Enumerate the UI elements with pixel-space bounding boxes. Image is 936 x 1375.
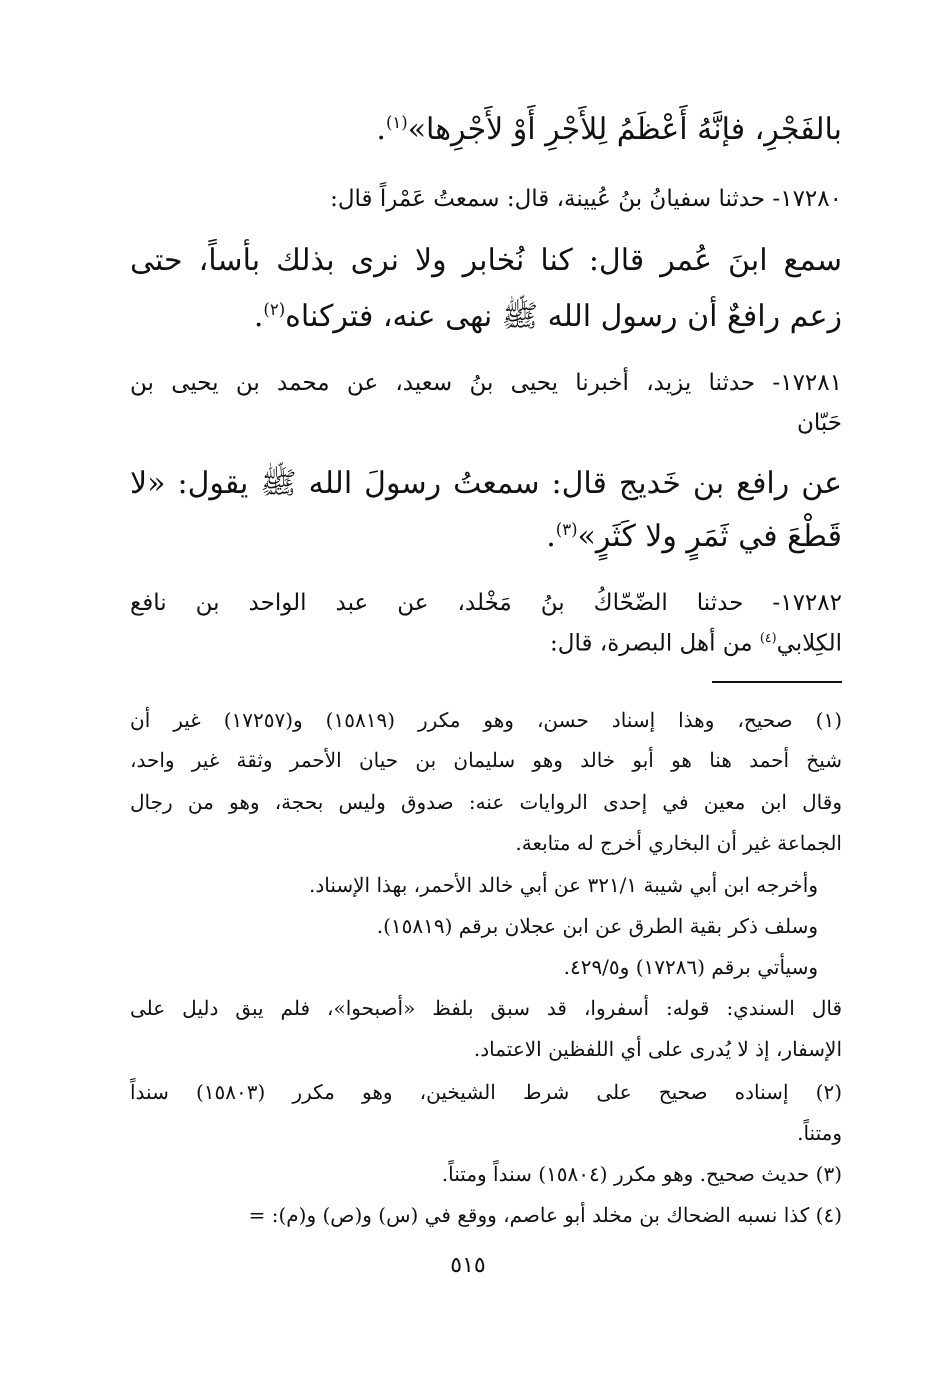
footnote-1-line: قال السندي: قوله: أسفروا، قد سبق بلفظ «أصبحوا»، فلم يبق دليل على — [130, 996, 842, 1020]
text-line: زعم رافعٌ أن رسول الله ﷺ نهى عنه، فتركناه$^{(٢)}$. — [253, 299, 842, 334]
footnote-1-line: الإسفار، إذ لا يُدرى على أي اللفظين الاعتماد. — [473, 1037, 842, 1061]
footnote-2-line: ومتناً. — [797, 1121, 842, 1145]
footnote-1-line: وسلف ذكر بقية الطرق عن ابن عجلان برقم (١٥٨١٩). — [376, 914, 818, 938]
hadith-heading-17280: ١٧٢٨٠- حدثنا سفيانُ بنُ عُيينة، قال: سمعتُ عَمْراً قال: — [330, 186, 842, 212]
page-number: ٥١٥ — [450, 1253, 486, 1278]
footnote-3: (٣) حديث صحيح. وهو مكرر (١٥٨٠٤) سنداً ومتناً. — [441, 1162, 842, 1186]
footnote-separator — [712, 681, 842, 683]
text-line: عن رافع بن خَديج قال: سمعتُ رسولَ الله ﷺ يقول: «لا — [130, 466, 842, 501]
footnote-1-line: وقال ابن معين في إحدى الروايات عنه: صدوق وليس بحجة، وهو من رجال — [130, 790, 842, 814]
footnote-1-line: شيخ أحمد هنا هو أبو خالد وهو سليمان بن حيان الأحمر وثقة غير واحد، — [130, 748, 843, 772]
hadith-heading-17282: ١٧٢٨٢- حدثنا الضّحّاكُ بنُ مَخْلد، عن عبد الواحد بن نافع — [130, 590, 842, 616]
footnote-2: (٢) إسناده صحيح على شرط الشيخين، وهو مكرر (١٥٨٠٣) سنداً — [130, 1080, 842, 1104]
footnote-1-line: الجماعة غير أن البخاري أخرج له متابعة. — [515, 831, 842, 855]
hadith-heading-17282-cont: الكِلابي$^{(٤)}$ من أهل البصرة، قال: — [550, 630, 842, 657]
text-line: قَطْعَ في ثَمَرٍ ولا كَثَرٍ»$^{(٣)}$. — [546, 519, 842, 554]
footnote-4: (٤) كذا نسبه الضحاك بن مخلد أبو عاصم، ووقع في (س) و(ص) و(م): = — [248, 1203, 842, 1227]
text-line: بالفَجْرِ، فإنَّهُ أَعْظَمُ لِلأَجْرِ أَوْ لأَجْرِها»$^{(١)}$. — [376, 112, 842, 147]
hadith-heading-17281: ١٧٢٨١- حدثنا يزيد، أخبرنا يحيى بنُ سعيد، عن محمد بن يحيى بن — [130, 370, 842, 396]
footnote-1-line: وسيأتي برقم (١٧٢٨٦) و٤٢٩/٥. — [563, 955, 818, 979]
text-line: سمع ابنَ عُمر قال: كنا نُخابر ولا نرى بذلك بأساً، حتى — [130, 243, 842, 278]
hadith-heading-17281-cont: حَبّان — [796, 410, 842, 436]
footnote-1: (١) صحيح، وهذا إسناد حسن، وهو مكرر (١٥٨١٩) و(١٧٢٥٧) غير أن — [130, 708, 842, 732]
footnote-1-line: وأخرجه ابن أبي شيبة ٣٢١/١ عن أبي خالد الأحمر، بهذا الإسناد. — [308, 873, 818, 897]
